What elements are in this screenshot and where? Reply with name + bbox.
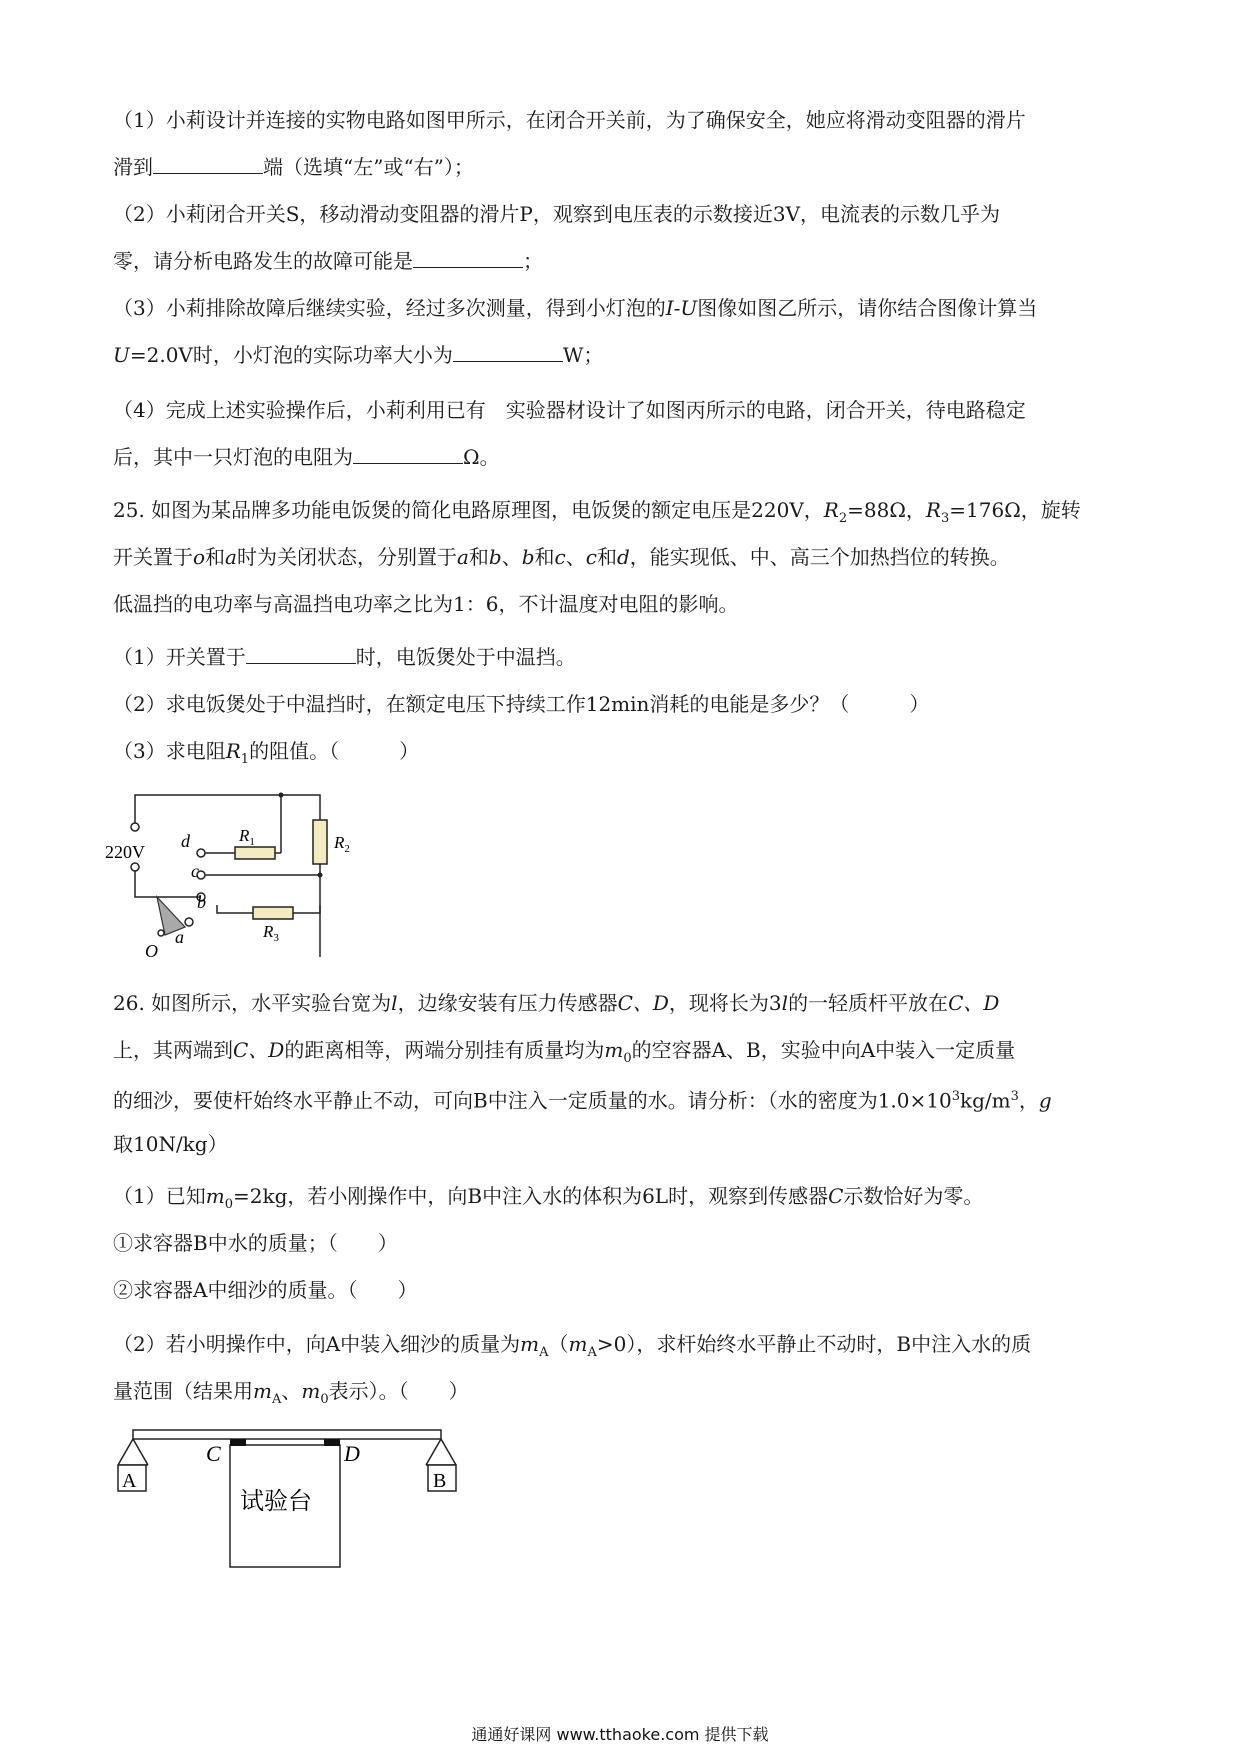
resistor-r1-label: $R_1$ [239,826,255,848]
q24-part4-line1: （4）完成上述实验操作后，小莉利用已有 实验器材设计了如图丙所示的电路，闭合开关，待电路稳定 [113,398,1026,422]
terminal-c-label: c [191,861,199,881]
terminal-a-label: a [175,927,184,947]
q26-stem-line1: 26. 如图所示，水平实验台宽为l，边缘安装有压力传感器C、D，现将长为3l的一轻质杆平放在C、D [113,991,1000,1015]
terminal-d-label: d [181,831,190,851]
terminal-o-label: O [145,941,158,961]
answer-blank[interactable] [353,445,463,464]
resistor-r2-label: $R_2$ [334,833,350,855]
q26-part1b: ②求容器A中细沙的质量。（ ） [113,1278,418,1302]
sensor-c [230,1439,246,1446]
lever-table-diagram [108,1425,468,1575]
q26-part1: （1）已知$m_0=2kg$，若小刚操作中，向B中注入水的体积为6L时，观察到传感器C示数恰好为零。 [113,1184,984,1212]
answer-blank[interactable] [246,645,356,664]
q26-stem-line2: 上，其两端到C、D的距离相等，两端分别挂有质量均为$m_0$的空容器A、B，实验中向A中装入一定质量 [113,1038,1016,1066]
resistor-r3-label: $R_3$ [263,922,279,944]
q24-part3-line1: （3）小莉排除故障后继续实验，经过多次测量，得到小灯泡的I-U图像如图乙所示，请你结合图像计算当 [113,296,1038,320]
q25-stem-line1: 25. 如图为某品牌多功能电饭煲的简化电路原理图，电饭煲的额定电压是220V，$R_2=88\Omega$，$R_3=176\Omega$，旋转 [113,498,1081,526]
container-b-label: B [433,1470,447,1492]
q24-part1-line2: 滑到 端（选填“左”或“右”）； [113,155,474,179]
q24-part2-line2: 零，请分析电路发生的故障可能是 ； [113,249,543,273]
q25-part1: （1）开关置于 时，电饭煲处于中温挡。 [113,645,576,669]
q24-part4-line2: 后，其中一只灯泡的电阻为 Ω。 [113,445,500,469]
sensor-d-label: D [344,1441,360,1466]
q24-part1-line1: （1）小莉设计并连接的实物电路如图甲所示，在闭合开关前，为了确保安全，她应将滑动变阻器的滑片 [113,108,1026,132]
table-label: 试验台 [240,1489,312,1515]
answer-blank[interactable] [413,249,523,268]
q25-part3: （3）求电阻$R_1$的阻值。（ ） [113,739,420,767]
q26-part2-line1: （2）若小明操作中，向A中装入细沙的质量为$m_A(m_A>0)$，求杆始终水平静止不动时，B中注入水的质 [113,1332,1032,1360]
q26-part2-line2: 量范围（结果用$m_A$、$m_0$表示）。（ ） [113,1379,469,1407]
q25-part2: （2）求电饭煲处于中温挡时，在额定电压下持续工作12min消耗的电能是多少？（ ） [113,692,930,716]
voltage-label: 220V [105,842,145,862]
terminal-b-label: b [197,892,206,912]
q24-part2-line1: （2）小莉闭合开关S，移动滑动变阻器的滑片P，观察到电压表的示数接近3V，电流表的示数几乎为 [113,202,1001,226]
container-a-label: A [122,1470,137,1492]
q26-stem-line3: 的细沙，要使杆始终水平静止不动，可向B中注入一定质量的水。请分析：（水的密度为$1.0\times 10^3kg/m^3$，g [113,1088,1052,1113]
sensor-d [324,1439,340,1446]
page-footer: 通通好课网 www.tthaoke.com 提供下载 [471,1725,769,1744]
q25-stem-line2: 开关置于o和a时为关闭状态，分别置于a和b、b和c、c和d，能实现低、中、高三个加热挡位的转换。 [113,545,1010,569]
q26-stem-line4: 取10N/kg） [113,1132,228,1156]
q25-stem-line3: 低温挡的电功率与高温挡电功率之比为1：6，不计温度对电阻的影响。 [113,592,739,616]
rice-cooker-circuit-diagram [105,785,350,961]
q24-part3-line2: U=2.0V时，小灯泡的实际功率大小为 W； [113,343,604,367]
answer-blank[interactable] [153,155,263,174]
answer-blank[interactable] [453,343,563,362]
q26-part1a: ①求容器B中水的质量；（ ） [113,1231,398,1255]
sensor-c-label: C [206,1441,221,1466]
